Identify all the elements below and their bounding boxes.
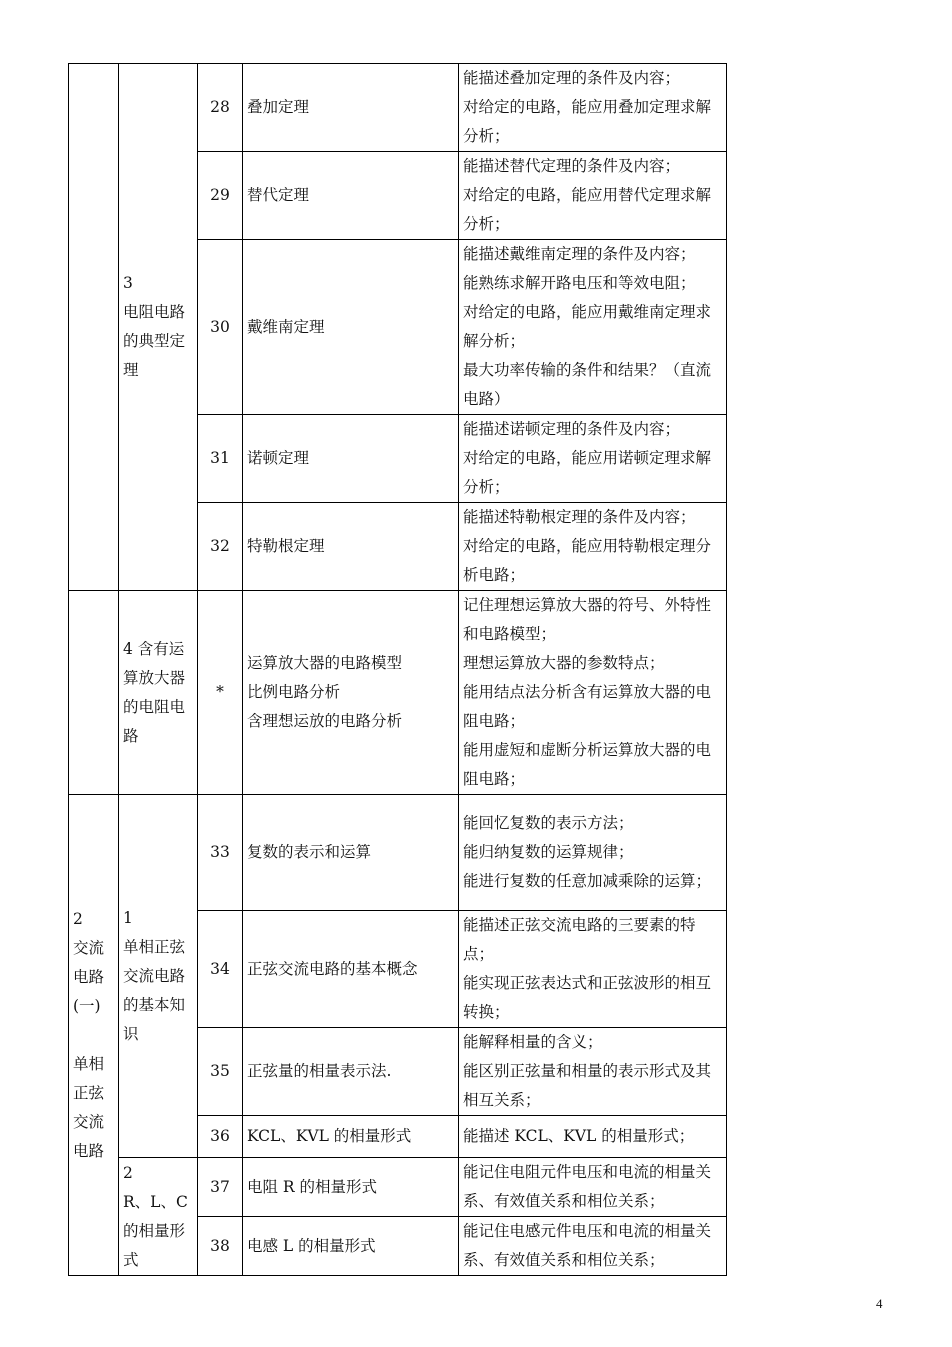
- item-number: 34: [198, 911, 243, 1028]
- page-number: 4: [876, 1296, 883, 1311]
- topic-line: 戴维南定理: [247, 317, 325, 336]
- topic-line: 电感 L 的相量形式: [247, 1236, 376, 1255]
- item-number: 37: [198, 1158, 243, 1217]
- item-requirements: [459, 1158, 727, 1217]
- table-row: [69, 795, 727, 911]
- requirement-line: 记住理想运算放大器的符号、外特性和电路模型；: [463, 596, 712, 643]
- requirement-line: 能记住电阻元件电压和电流的相量关系、有效值关系和相位关系；: [463, 1163, 712, 1210]
- chapter-cell-empty: [69, 64, 119, 591]
- item-topic: [243, 911, 459, 1028]
- topic-line: 正弦量的相量表示法.: [247, 1062, 392, 1080]
- item-number: 31: [198, 415, 243, 503]
- table-row: [69, 1158, 727, 1217]
- section-line: 2: [123, 1163, 133, 1182]
- requirement-line: 能用结点法分析含有运算放大器的电阻电路；: [463, 683, 712, 730]
- requirement-line: 能描述替代定理的条件及内容；: [463, 157, 681, 175]
- topic-line: 正弦交流电路的基本概念: [247, 959, 418, 978]
- item-requirements: [459, 591, 727, 795]
- item-number: *: [198, 591, 243, 795]
- table-row: [69, 64, 727, 152]
- requirement-line: 对给定的电路，能应用特勒根定理分析电路；: [463, 537, 712, 584]
- item-topic: [243, 152, 459, 240]
- topic-line: 特勒根定理: [247, 537, 325, 555]
- section-cell: [119, 1158, 198, 1276]
- item-number: 32: [198, 503, 243, 591]
- item-topic: [243, 1158, 459, 1217]
- requirement-line: 能解释相量的含义；: [463, 1033, 603, 1051]
- section-line: 3: [123, 274, 133, 292]
- section-line: 电阻电路的典型定理: [123, 303, 186, 379]
- requirement-line: 能回忆复数的表示方法；: [463, 814, 634, 832]
- topic-line: 比例电路分析: [247, 683, 341, 701]
- requirement-line: 能区别正弦量和相量的表示形式及其相互关系；: [463, 1062, 712, 1109]
- item-requirements: [459, 911, 727, 1028]
- item-topic: [243, 415, 459, 503]
- section-line: 1: [123, 908, 133, 927]
- item-requirements: [459, 152, 727, 240]
- section-text: [123, 904, 193, 1049]
- topic-line: 叠加定理: [247, 98, 310, 116]
- item-number: 33: [198, 795, 243, 911]
- chapter-line: 2: [73, 909, 83, 928]
- topic-line: 替代定理: [247, 186, 310, 204]
- requirement-line: 能描述诺顿定理的条件及内容；: [463, 420, 681, 438]
- requirement-line: 能描述正弦交流电路的三要素的特点；: [463, 916, 696, 963]
- item-number: 28: [198, 64, 243, 152]
- section-line: 单相正弦交流电路的基本知识: [123, 937, 186, 1043]
- item-requirements: [459, 795, 727, 911]
- item-topic: [243, 591, 459, 795]
- requirement-line: 能描述戴维南定理的条件及内容；: [463, 245, 696, 263]
- requirement-line: 能熟练求解开路电压和等效电阻；: [463, 274, 696, 292]
- section-line: R、L、C 的相量形式: [123, 1192, 188, 1269]
- requirement-line: 对给定的电路，能应用替代定理求解分析；: [463, 186, 712, 233]
- section-cell: [119, 591, 198, 795]
- item-number: 38: [198, 1217, 243, 1276]
- section-line: 4 含有运算放大器的电阻电路: [123, 639, 186, 745]
- requirement-line: 对给定的电路，能应用叠加定理求解分析；: [463, 98, 712, 145]
- item-requirements: [459, 415, 727, 503]
- requirement-line: 最大功率传输的条件和结果？（直流电路）: [463, 361, 712, 408]
- requirement-line: 能归纳复数的运算规律；: [463, 843, 634, 861]
- requirement-line: 能记住电感元件电压和电流的相量关系、有效值关系和相位关系；: [463, 1222, 712, 1269]
- requirement-line: 对给定的电路，能应用诺顿定理求解分析；: [463, 449, 712, 496]
- item-topic: [243, 64, 459, 152]
- chapter-text: [73, 905, 114, 1166]
- requirement-line: 能用虚短和虚断分析运算放大器的电阻电路；: [463, 741, 712, 788]
- item-number: 29: [198, 152, 243, 240]
- item-requirements: [459, 1217, 727, 1276]
- section-cell: [119, 64, 198, 591]
- table-row: [69, 591, 727, 795]
- item-number: 30: [198, 240, 243, 415]
- syllabus-table: [68, 63, 727, 1276]
- topic-line: 电阻 R 的相量形式: [247, 1177, 378, 1196]
- topic-line: 运算放大器的电路模型: [247, 654, 403, 672]
- item-requirements: [459, 1028, 727, 1116]
- chapter-cell-empty: [69, 591, 119, 795]
- item-number: 35: [198, 1028, 243, 1116]
- requirement-line: 对给定的电路，能应用戴维南定理求解分析；: [463, 303, 712, 350]
- topic-line: 复数的表示和运算: [247, 843, 372, 861]
- chapter-line: [73, 1021, 114, 1050]
- chapter-line: 交流电路(一): [73, 938, 105, 1015]
- item-topic: [243, 1116, 459, 1158]
- item-topic: [243, 795, 459, 911]
- topic-line: KCL、KVL 的相量形式: [247, 1127, 412, 1145]
- item-requirements: [459, 503, 727, 591]
- requirement-line: 能描述叠加定理的条件及内容；: [463, 69, 681, 87]
- requirement-line: 能实现正弦表达式和正弦波形的相互转换；: [463, 974, 712, 1021]
- requirement-line: 能描述 KCL、KVL 的相量形式；: [463, 1127, 695, 1145]
- item-topic: [243, 1028, 459, 1116]
- item-requirements: [459, 64, 727, 152]
- requirement-line: 能描述特勒根定理的条件及内容；: [463, 508, 696, 526]
- chapter-line: 单相正弦交流电路: [73, 1054, 105, 1160]
- item-requirements: [459, 1116, 727, 1158]
- requirement-line: 理想运算放大器的参数特点；: [463, 654, 665, 672]
- topic-line: 含理想运放的电路分析: [247, 712, 403, 730]
- section-text: [123, 269, 193, 385]
- section-cell: [119, 795, 198, 1158]
- requirement-line: 能进行复数的任意加减乘除的运算；: [463, 872, 712, 890]
- item-topic: [243, 240, 459, 415]
- item-topic: [243, 503, 459, 591]
- section-text: [123, 635, 193, 751]
- section-text: [123, 1159, 193, 1275]
- item-requirements: [459, 240, 727, 415]
- item-topic: [243, 1217, 459, 1276]
- chapter-cell: [69, 795, 119, 1276]
- topic-line: 诺顿定理: [247, 449, 310, 467]
- item-number: 36: [198, 1116, 243, 1158]
